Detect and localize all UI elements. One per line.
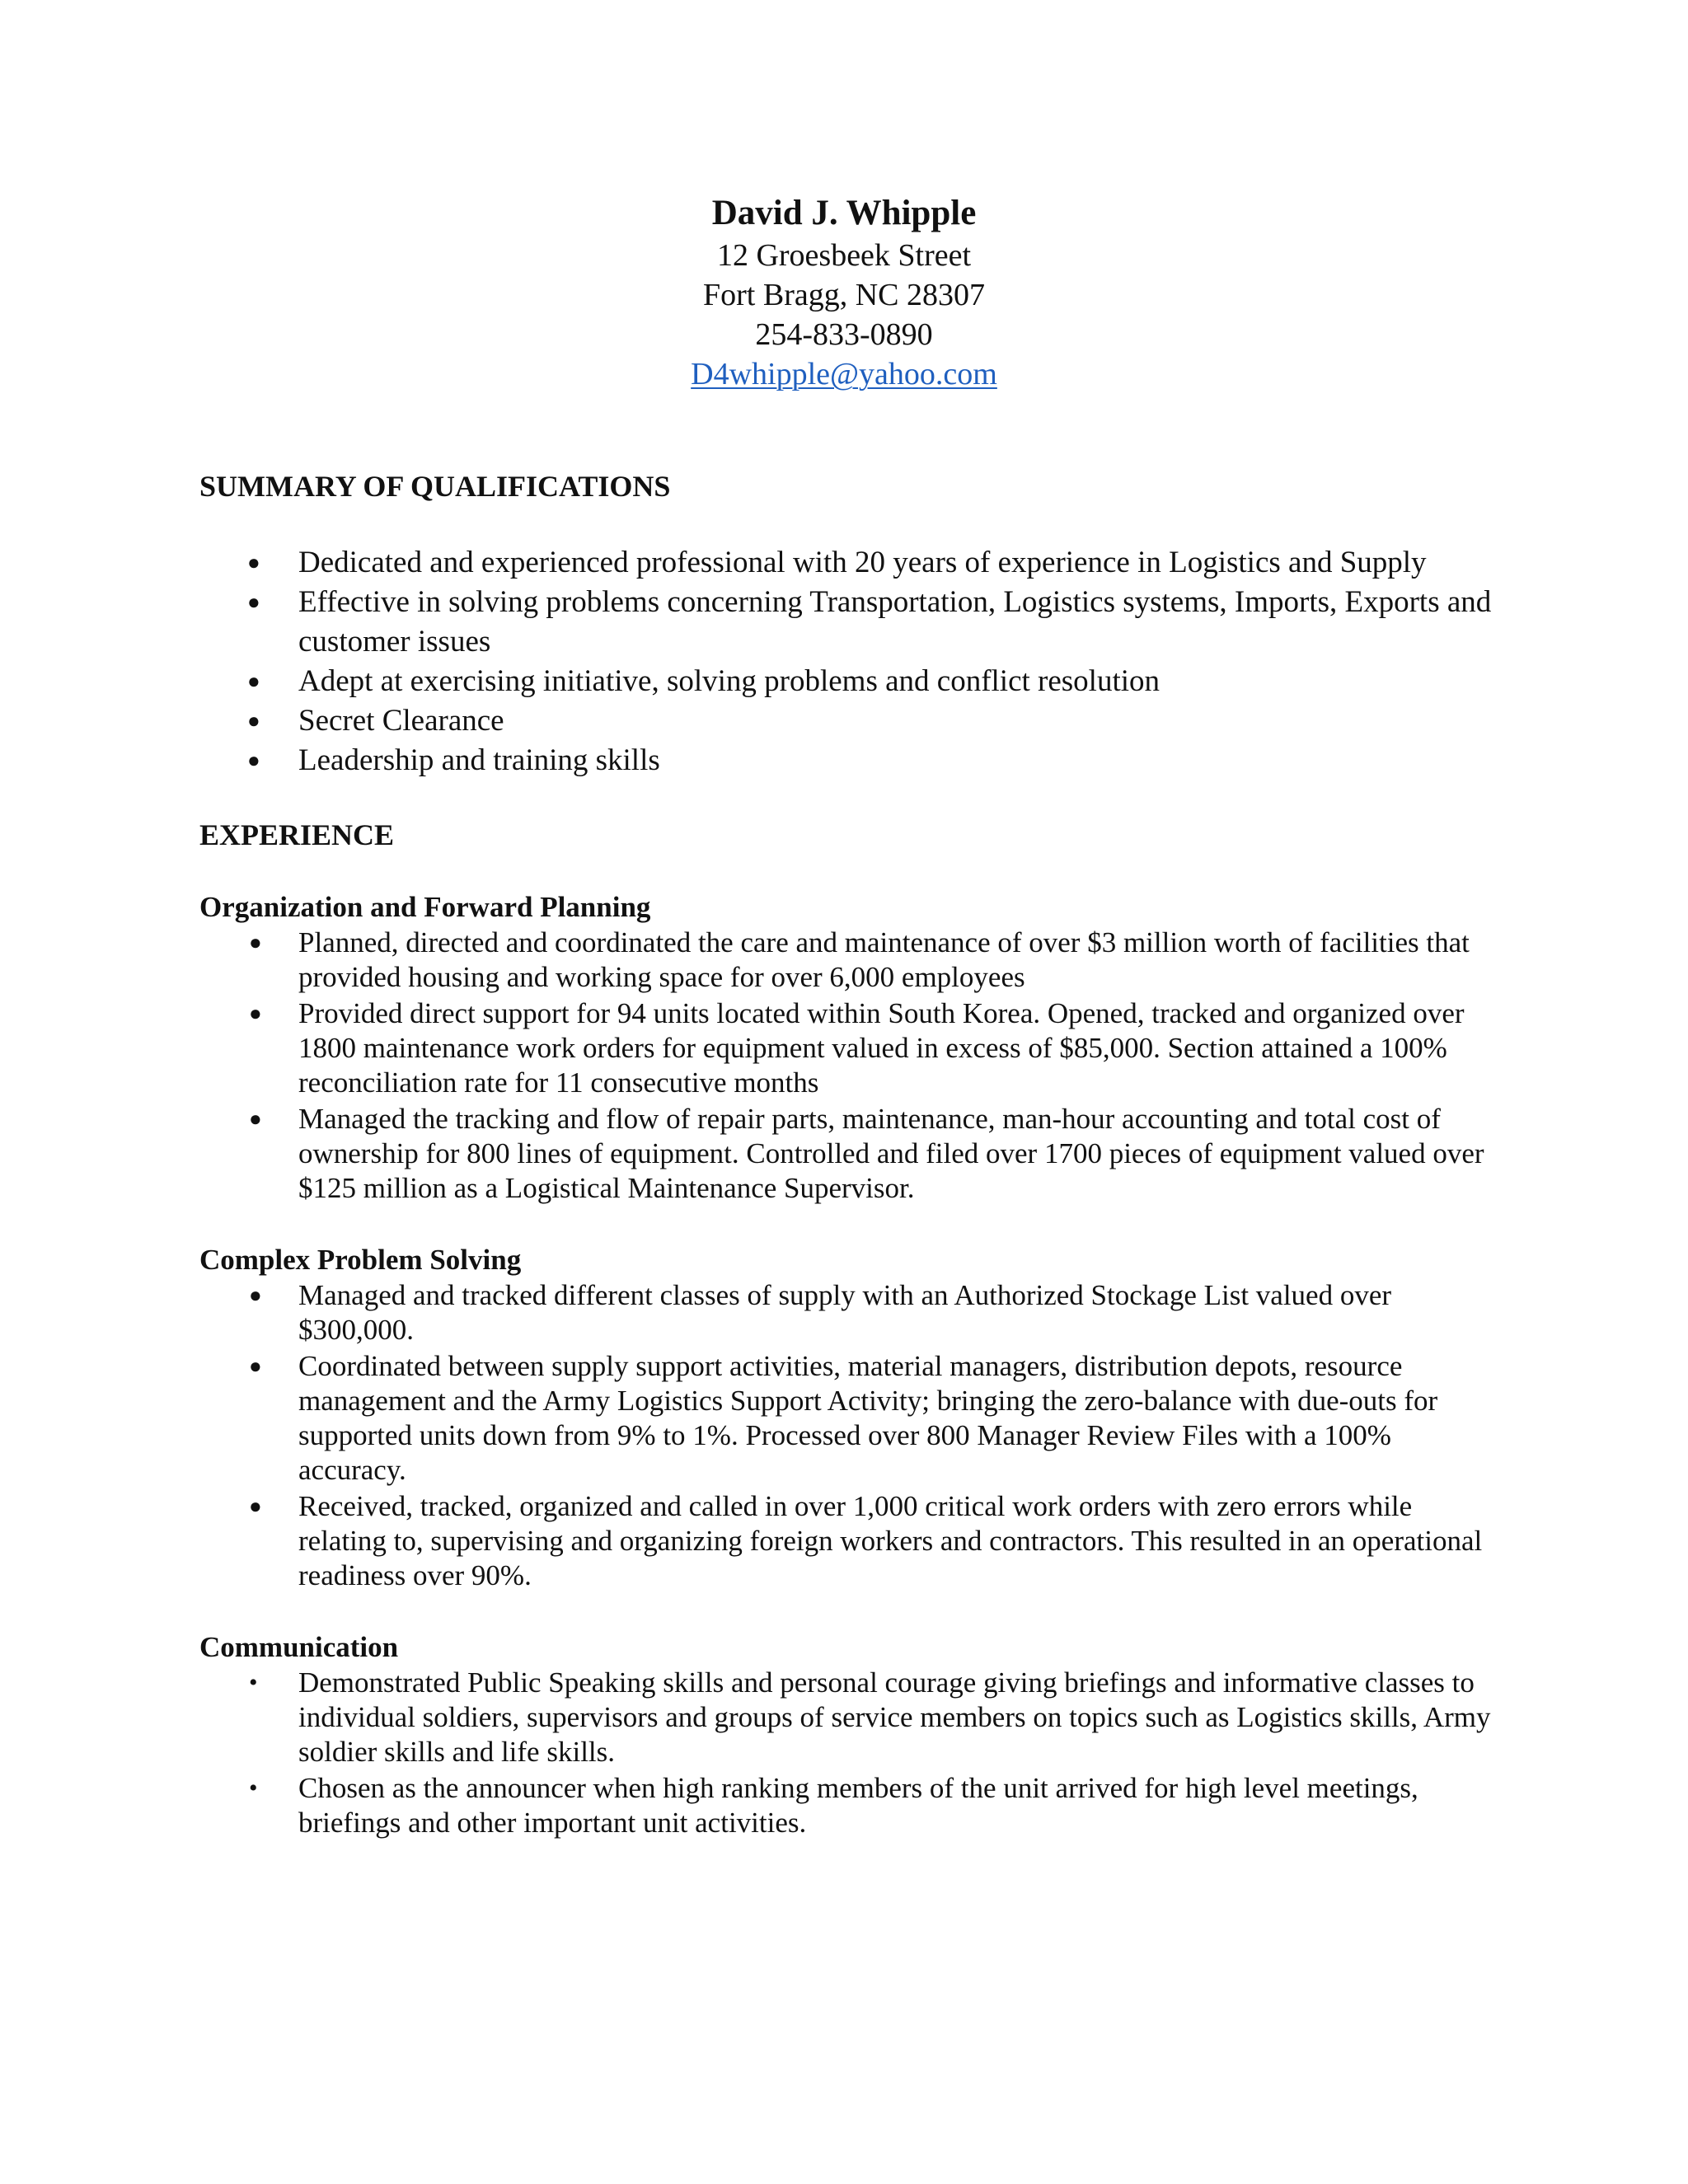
bullet-icon: • — [249, 1669, 258, 1696]
summary-item — [199, 583, 1502, 662]
experience-item-text: Received, tracked, organized and called in over 1,000 critical work orders with zero errors while relating to, supervising and organizing foreign workers and contractors. This resulted in an operational readiness over 90%. — [298, 1490, 1483, 1591]
bullet-icon: ● — [247, 551, 260, 574]
bullet-icon: ● — [247, 669, 260, 693]
contact-header — [0, 191, 1688, 394]
summary-item-text: Effective in solving problems concerning Transportation, Logistics systems, Imports, Exports and customer issues — [298, 585, 1492, 658]
summary-item-text: Adept at exercising initiative, solving problems and conflict resolution — [298, 664, 1160, 698]
summary-item — [199, 701, 1502, 741]
experience-subheading: Complex Problem Solving — [199, 1244, 522, 1276]
experience-item — [199, 1771, 1502, 1840]
bullet-icon: ● — [247, 709, 260, 733]
experience-list — [199, 1278, 1502, 1593]
experience-item — [199, 926, 1502, 995]
summary-list — [199, 543, 1502, 780]
bullet-icon: • — [249, 1774, 258, 1802]
experience-title: EXPERIENCE — [199, 818, 395, 851]
bullet-icon: ● — [249, 1494, 262, 1518]
email-link[interactable]: D4whipple@yahoo.com — [691, 357, 997, 391]
experience-subheading: Organization and Forward Planning — [199, 891, 651, 923]
experience-item — [199, 996, 1502, 1100]
experience-list — [199, 926, 1502, 1206]
bullet-icon: ● — [247, 748, 260, 772]
summary-item — [199, 741, 1502, 780]
bullet-icon: ● — [249, 1001, 262, 1025]
experience-item-text: Coordinated between supply support activities, material managers, distribution depots, resource management and the Army Logistics Support Activity; bringing the zero-balance with due-outs for supported units down from 9% to 1%. Processed over 800 Manager Review Files with a 100% accuracy. — [298, 1350, 1438, 1486]
address-line-1: 12 Groesbeek Street — [716, 238, 972, 273]
experience-item — [199, 1349, 1502, 1488]
summary-item-text: Secret Clearance — [298, 704, 504, 738]
experience-item — [199, 1489, 1502, 1593]
summary-title: SUMMARY OF QUALIFICATIONS — [199, 470, 671, 503]
resume-body — [199, 466, 1502, 1842]
summary-item-text: Leadership and training skills — [298, 743, 660, 777]
candidate-name: David J. Whipple — [711, 194, 977, 232]
bullet-icon: ● — [249, 1107, 262, 1131]
experience-item-text: Managed the tracking and flow of repair parts, maintenance, man-hour accounting and total cost of ownership for 800 lines of equipment. Controlled and filed over 1700 pieces of equipment valued over $125 million as a Logistical Maintenance Supervisor. — [298, 1103, 1484, 1204]
experience-subheading: Communication — [199, 1631, 399, 1663]
experience-item — [199, 1666, 1502, 1769]
bullet-icon: ● — [249, 930, 262, 954]
experience-item-text: Managed and tracked different classes of supply with an Authorized Stockage List valued over $300,000. — [298, 1279, 1392, 1346]
bullet-icon: ● — [247, 590, 260, 614]
email-line — [0, 354, 1688, 394]
summary-item — [199, 662, 1502, 701]
experience-item-text: Chosen as the announcer when high ranking members of the unit arrived for high level meetings, briefings and other important unit activities. — [298, 1772, 1418, 1839]
experience-list — [199, 1666, 1502, 1840]
summary-item — [199, 543, 1502, 583]
experience-item — [199, 1278, 1502, 1347]
phone-number: 254-833-0890 — [755, 317, 933, 352]
experience-item-text: Planned, directed and coordinated the care and maintenance of over $3 million worth of facilities that provided housing and working space for over 6,000 employees — [298, 926, 1470, 993]
bullet-icon: ● — [249, 1354, 262, 1378]
experience-item-text: Provided direct support for 94 units located within South Korea. Opened, tracked and organized over 1800 maintenance work orders for equipment valued in excess of $85,000. Section attained a 100% reconciliation rate for 11 consecutive months — [298, 997, 1465, 1099]
bullet-icon: ● — [249, 1283, 262, 1307]
experience-item-text: Demonstrated Public Speaking skills and personal courage giving briefings and informative classes to individual soldiers, supervisors and groups of service members on topics such as Logistics skills, Army soldier skills and life skills. — [298, 1666, 1491, 1768]
summary-item-text: Dedicated and experienced professional with 20 years of experience in Logistics and Supply — [298, 546, 1427, 579]
address-line-2: Fort Bragg, NC 28307 — [703, 278, 985, 312]
experience-item — [199, 1102, 1502, 1206]
